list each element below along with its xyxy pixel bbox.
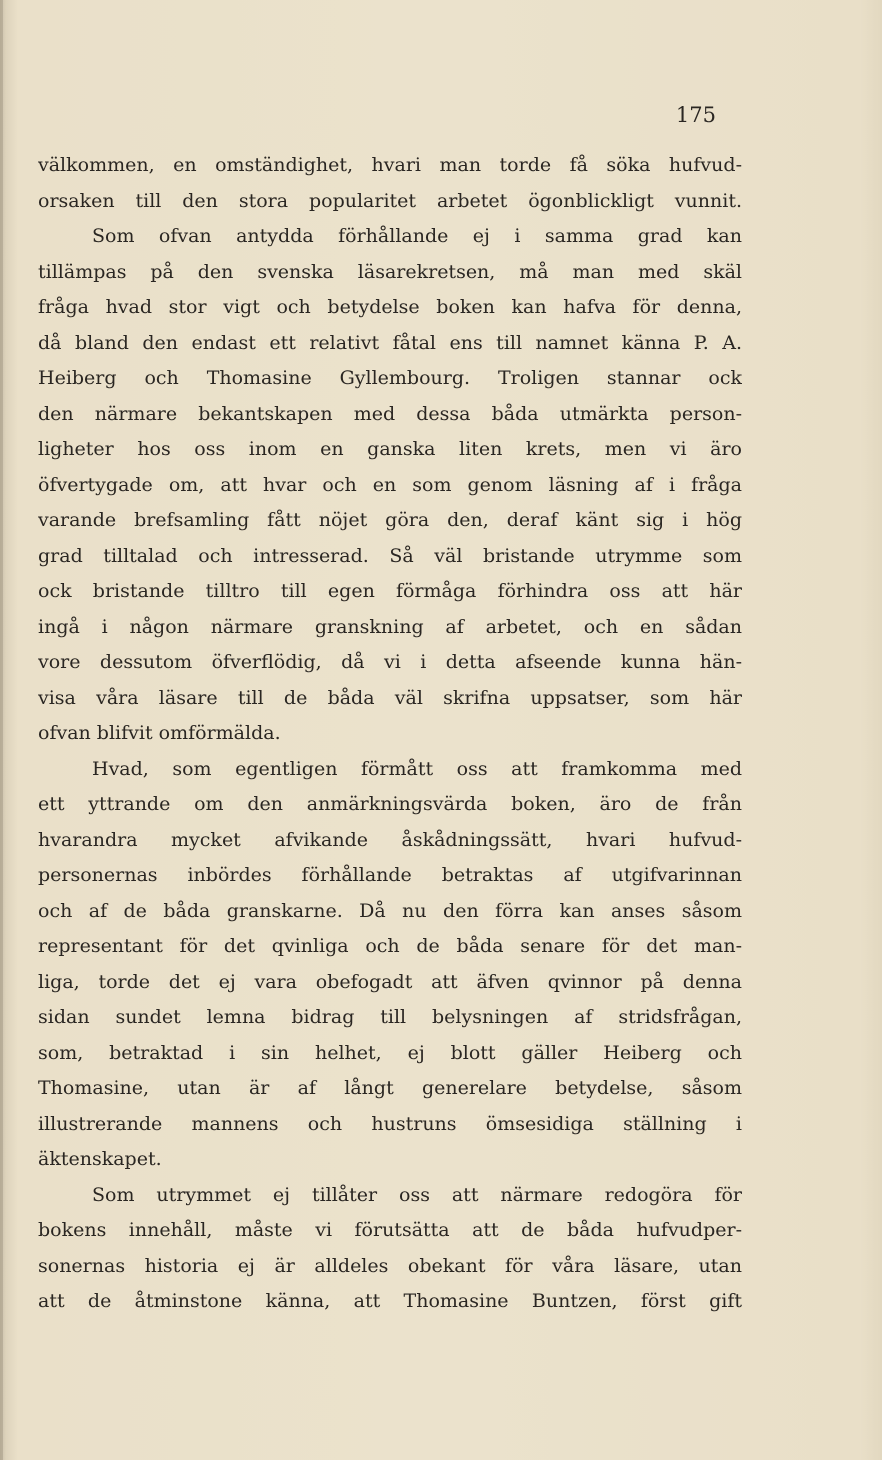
text-line: personernas inbördes förhållande betraktas af utgifvarinnan: [38, 864, 742, 886]
text-line: representant för det qvinliga och de båda senare för det man-: [38, 935, 742, 957]
text-line: äktenskapet.: [38, 1148, 162, 1170]
text-line: grad tilltalad och intresserad. Så väl bristande utrymme som: [38, 544, 742, 567]
text-line: ligheter hos oss inom en ganska liten krets, men vi äro: [38, 438, 742, 460]
text-line: illustrerande mannens och hustruns ömsesidiga ställning i: [38, 1112, 742, 1135]
text-line: som, betraktad i sin helhet, ej blott gäller Heiberg och: [38, 1041, 742, 1064]
text-line: öfvertygade om, att hvar och en som genom läsning af i fråga: [38, 473, 742, 496]
text-line: fråga hvad stor vigt och betydelse boken kan hafva för denna,: [38, 296, 742, 318]
text-line: Som utrymmet ej tillåter oss att närmare redogöra för: [92, 1183, 742, 1206]
text-line: bokens innehåll, måste vi förutsätta att de båda hufvudper-: [38, 1219, 742, 1241]
text-line: liga, torde det ej vara obefogadt att äfven qvinnor på denna: [38, 970, 742, 993]
text-line: ofvan blifvit omförmälda.: [38, 722, 281, 744]
text-line: att de åtminstone känna, att Thomasine Buntzen, först gift: [38, 1290, 742, 1312]
body-text: [38, 148, 742, 1320]
text-line: Hvad, som egentligen förmått oss att framkomma med: [92, 757, 742, 780]
text-line: orsaken till den stora popularitet arbetet ögonblickligt vunnit.: [38, 189, 742, 212]
text-line: den närmare bekantskapen med dessa båda utmärkta person-: [38, 402, 742, 425]
text-line: tillämpas på den svenska läsarekretsen, må man med skäl: [38, 260, 742, 283]
text-line: ingå i någon närmare granskning af arbetet, och en sådan: [38, 615, 742, 638]
text-line: Thomasine, utan är af långt generelare betydelse, såsom: [38, 1077, 742, 1099]
text-line: sonernas historia ej är alldeles obekant för våra läsare, utan: [38, 1254, 742, 1277]
text-line: visa våra läsare till de båda väl skrifna uppsatser, som här: [38, 686, 742, 709]
text-line: varande brefsamling fått nöjet göra den, deraf känt sig i hög: [38, 509, 742, 531]
text-line: och af de båda granskarne. Då nu den förra kan anses såsom: [38, 899, 742, 922]
text-line: Heiberg och Thomasine Gyllembourg. Troligen stannar ock: [38, 367, 742, 389]
text-line: välkommen, en omständighet, hvari man torde få söka hufvud-: [38, 154, 742, 176]
text-line: vore dessutom öfverflödig, då vi i detta afseende kunna hän-: [38, 651, 742, 673]
text-line: ett yttrande om den anmärkningsvärda boken, äro de från: [38, 793, 742, 815]
text-line: Som ofvan antydda förhållande ej i samma grad kan: [92, 225, 742, 247]
text-line: sidan sundet lemna bidrag till belysningen af stridsfrågan,: [38, 1006, 742, 1028]
page-gutter-shadow: [0, 0, 3, 1460]
text-line: ock bristande tilltro till egen förmåga förhindra oss att här: [38, 580, 742, 602]
page-number: 175: [675, 103, 716, 127]
text-line: då bland den endast ett relativt fåtal ens till namnet känna P. A.: [38, 331, 742, 354]
text-line: hvarandra mycket afvikande åskådningssätt, hvari hufvud-: [38, 828, 742, 851]
